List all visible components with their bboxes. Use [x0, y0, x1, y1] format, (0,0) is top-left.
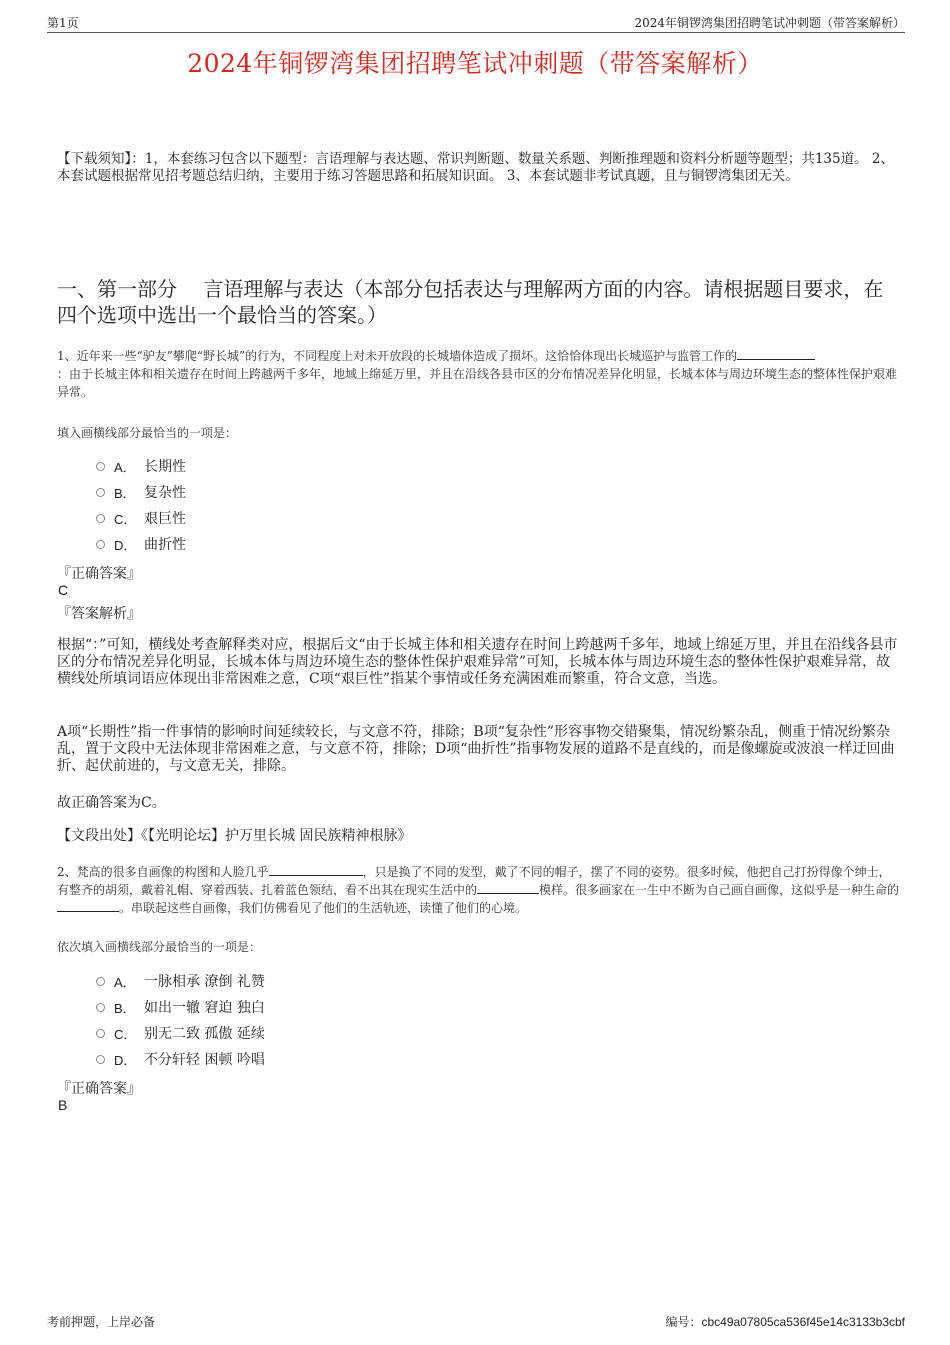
question-1-text [57, 347, 900, 401]
answer-label: 『正确答案』 [57, 566, 141, 582]
footer-slogan: 考前押题，上岸必备 [47, 1315, 156, 1329]
footer-code: 编号：cbc49a07805ca536f45e14c3133b3cbf [665, 1315, 905, 1329]
correct-answer: C [58, 582, 69, 598]
radio-icon[interactable] [96, 1003, 105, 1012]
question-2-options [96, 968, 265, 1072]
page-number: 第1页 [47, 16, 79, 30]
passage-source: 【文段出处】《【光明论坛】护万里长城 固民族精神根脉》 [57, 828, 412, 844]
page-header [47, 14, 905, 33]
option-d[interactable]: D． 曲折性 [96, 531, 186, 557]
analysis-conclusion: 故正确答案为C。 [57, 795, 166, 811]
question-1-text-a: 1、近年来一些“驴友”攀爬“野长城”的行为，不同程度上对未开放段的长城墙体造成了损坏。这恰恰体现出长城巡护与监管工作的 [57, 349, 738, 363]
answer-blank [737, 348, 815, 360]
option-b[interactable]: B． 如出一辙 窘迫 独白 [96, 994, 265, 1020]
radio-icon[interactable] [96, 1029, 105, 1038]
page-title: 2024年铜锣湾集团招聘笔试冲刺题（带答案解析） [187, 49, 763, 78]
radio-icon[interactable] [96, 1055, 105, 1064]
correct-answer: B [58, 1097, 68, 1113]
radio-icon[interactable] [96, 462, 105, 471]
answer-blank [269, 864, 363, 876]
option-d[interactable]: D． 不分轩轻 困顿 吟唱 [96, 1046, 265, 1072]
answer-blank [477, 882, 539, 894]
question-1-prompt: 填入画横线部分最恰当的一项是： [57, 426, 238, 440]
question-1-text-b: ：由于长城主体和相关遗存在时间上跨越两千多年，地域上绵延万里，并且在沿线各县市区的分布情况差异化明显，长城本体与周边环境生态的整体性保护艰难异常。 [57, 367, 898, 399]
header-doc-title: 2024年铜锣湾集团招聘笔试冲刺题（带答案解析） [634, 16, 905, 30]
section-heading: 一、第一部分 言语理解与表达（本部分包括表达与理解两方面的内容。请根据题目要求，在四个选项中选出一个最恰当的答案。） [57, 277, 884, 327]
question-2-prompt: 依次填入画横线部分最恰当的一项是： [57, 940, 262, 954]
answer-blank [57, 900, 119, 912]
question-2-text: 2、梵高的很多自画像的构图和人脸几乎 ，只是换了不同的发型，戴了不同的帽子，摆了不同的姿势。很多时候，他把自己打扮得像个绅士，有整齐的胡须，戴着礼帽、穿着西装、扎着蓝色领结，看不出其在现实生活中的 模样。很多画家在一生中不断为自己画自画像，这似乎是一种生命的。串联起这些自画像，我们仿佛看见了他们的生活轨迹，读懂了他们的心境。 [57, 865, 900, 915]
analysis-paragraph-2: A项“长期性”指一件事情的影响时间延续较长，与文意不符，排除；B项“复杂性”形容事物交错聚集，情况纷繁杂乱，侧重于情况纷繁杂乱，置于文段中无法体现非常困难之意，与文意不符，排除；D项“曲折性”指事物发展的道路不是直线的，而是像螺旋或波浪一样迂回曲折、起伏前进的，与文意无关，排除。 [57, 724, 895, 774]
answer-label: 『正确答案』 [57, 1081, 141, 1097]
option-b[interactable]: B． 复杂性 [96, 479, 186, 505]
radio-icon[interactable] [96, 540, 105, 549]
option-c[interactable]: C． 别无二致 孤傲 延续 [96, 1020, 265, 1046]
option-a[interactable]: A． 长期性 [96, 453, 186, 479]
download-notice: 【下载须知】：1，本套练习包含以下题型：言语理解与表达题、常识判断题、数量关系题、判断推理题和资料分析题等题型；共135道。 2、本套试题根据常见招考题总结归纳，主要用于练习答题思路和拓展知识面。 3、本套试题非考试真题，且与铜锣湾集团无关。 [57, 151, 894, 184]
question-1-options [96, 453, 186, 557]
analysis-label: 『答案解析』 [57, 606, 141, 622]
option-a[interactable]: A． 一脉相承 潦倒 礼赞 [96, 968, 265, 994]
analysis-paragraph-1: 根据“：”可知，横线处考查解释类对应，根据后文“由于长城主体和相关遗存在时间上跨越两千多年，地域上绵延万里，并且在沿线各县市区的分布情况差异化明显，长城本体与周边环境生态的整体性保护艰难异常”可知，长城本体与周边环境生态的整体性保护艰难异常，故横线处所填词语应体现出非常困难之意，C项“艰巨性”指某个事情或任务充满困难而繁重，符合文意，当选。 [57, 637, 898, 687]
radio-icon[interactable] [96, 977, 105, 986]
radio-icon[interactable] [96, 514, 105, 523]
radio-icon[interactable] [96, 488, 105, 497]
option-c[interactable]: C． 艰巨性 [96, 505, 186, 531]
